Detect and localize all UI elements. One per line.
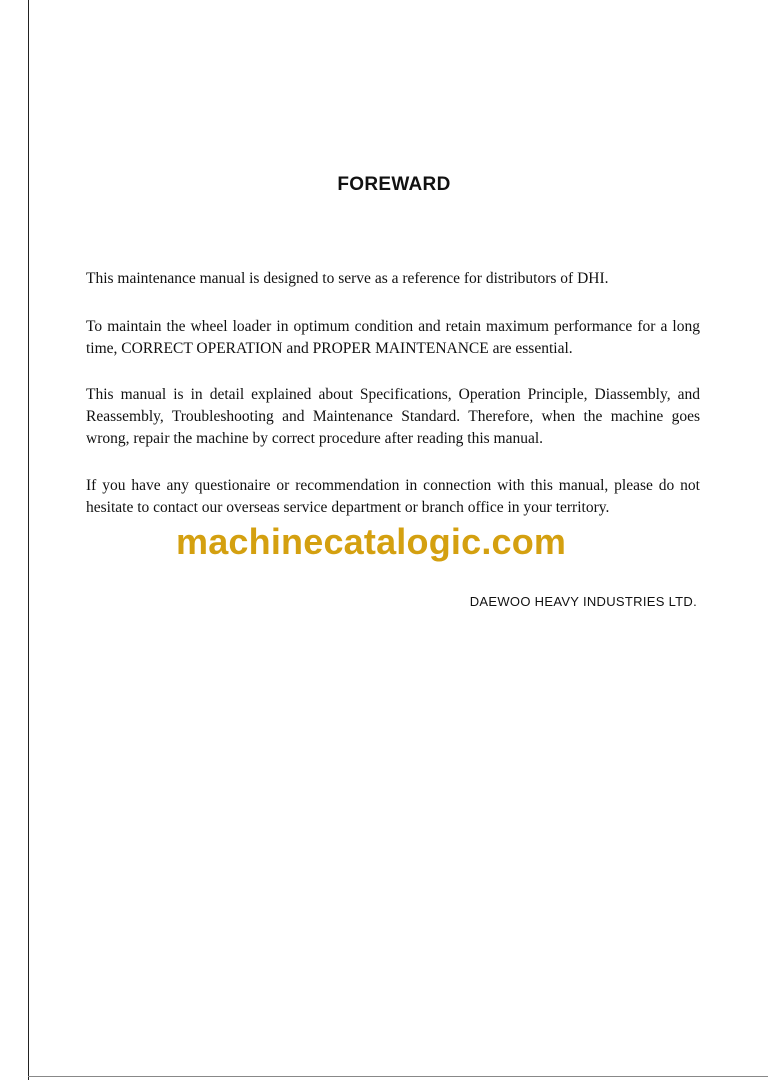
paragraph-intro: This maintenance manual is designed to serve as a reference for distributors of DHI. [86, 270, 609, 287]
page-bottom-edge [28, 1076, 768, 1077]
page-title: FOREWARD [337, 174, 451, 195]
company-name: DAEWOO HEAVY INDUSTRIES LTD. [469, 594, 697, 609]
watermark-text: machinecatalogic.com [176, 521, 567, 562]
paragraph-contents: This manual is in detail explained about Specifications, Operation Principle, Diassembly, and Reassembly, Troubleshooting and Maintenance Standard. Therefore, when the machine goes wrong, repair the machine by correct procedure after reading this manual. [86, 386, 700, 447]
paragraph-maintain: To maintain the wheel loader in optimum condition and retain maximum performance for a long time, CORRECT OPERATION and PROPER MAINTENANCE are essential. [86, 318, 700, 357]
paragraph-contact: If you have any questionaire or recommendation in connection with this manual, please do not hesitate to contact our overseas service department or branch office in your territory. [86, 477, 700, 516]
page-binding-edge [28, 0, 29, 1080]
